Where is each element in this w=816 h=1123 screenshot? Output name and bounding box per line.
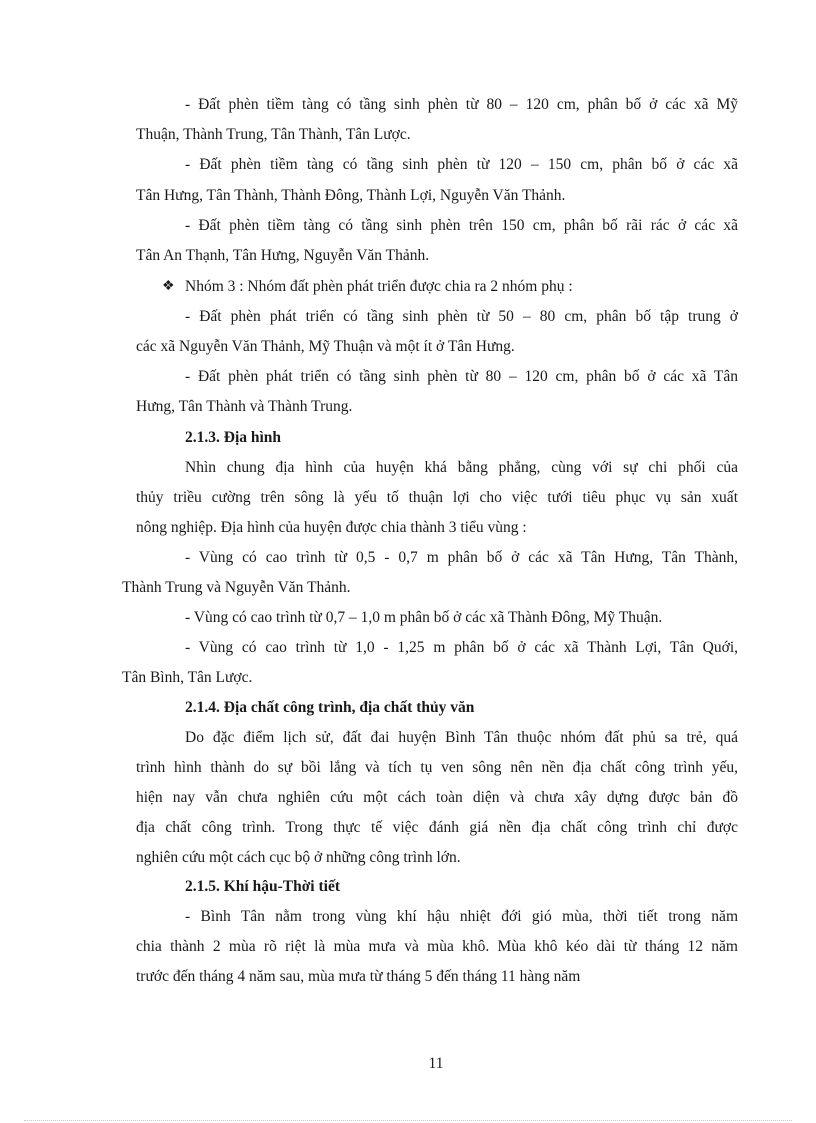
text-line: - Đất phèn phát triển có tầng sinh phèn từ 50 – 80 cm, phân bố tập trung ở bbox=[185, 308, 738, 325]
text-line: Tân Hưng, Tân Thành, Thành Đông, Thành Lợi, Nguyễn Văn Thảnh. bbox=[136, 187, 566, 204]
page-bottom-divider bbox=[24, 1120, 792, 1121]
text-line: Nhìn chung địa hình của huyện khá bằng phẳng, cùng với sự chi phối của bbox=[185, 459, 738, 476]
text-line: Hưng, Tân Thành và Thành Trung. bbox=[136, 398, 353, 415]
section-heading: 2.1.3. Địa hình bbox=[185, 429, 282, 446]
text-line: hiện nay vẫn chưa nghiên cứu một cách toàn diện và chưa xây dựng được bản đồ bbox=[136, 789, 738, 806]
text-line: các xã Nguyễn Văn Thảnh, Mỹ Thuận và một ít ở Tân Hưng. bbox=[136, 338, 515, 355]
text-line: - Vùng có cao trình từ 0,5 - 0,7 m phân bố ở các xã Tân Hưng, Tân Thành, bbox=[185, 549, 738, 566]
text-line: trình hình thành do sự bồi lắng và tích tụ ven sông nên nền địa chất công trình yếu, bbox=[136, 759, 738, 776]
text-line: - Đất phèn tiềm tàng có tầng sinh phèn từ 80 – 120 cm, phân bố ở các xã Mỹ bbox=[185, 96, 738, 113]
text-line: Tân Bình, Tân Lược. bbox=[122, 669, 253, 686]
text-line: chia thành 2 mùa rõ riệt là mùa mưa và mùa khô. Mùa khô kéo dài từ tháng 12 năm bbox=[136, 938, 738, 955]
text-line: địa chất công trình. Trong thực tế việc đánh giá nền địa chất công trình chỉ được bbox=[136, 819, 738, 836]
text-line: thủy triều cường trên sông là yếu tố thuận lợi cho việc tưới tiêu phục vụ sản xuất bbox=[136, 489, 738, 506]
text-line: - Đất phèn phát triển có tầng sinh phèn từ 80 – 120 cm, phân bố ở các xã Tân bbox=[185, 368, 738, 385]
section-heading: 2.1.5. Khí hậu-Thời tiết bbox=[185, 878, 340, 895]
section-heading: 2.1.4. Địa chất công trình, địa chất thủy văn bbox=[185, 699, 475, 716]
text-line: - Bình Tân nằm trong vùng khí hậu nhiệt đới gió mùa, thời tiết trong năm bbox=[185, 908, 738, 925]
text-line: - Vùng có cao trình từ 1,0 - 1,25 m phân bố ở các xã Thành Lợi, Tân Quới, bbox=[185, 639, 738, 656]
text-line: nghiên cứu một cách cục bộ ở những công trình lớn. bbox=[136, 849, 461, 866]
text-line: - Đất phèn tiềm tàng có tầng sinh phèn từ 120 – 150 cm, phân bố ở các xã bbox=[185, 156, 738, 173]
text-line: Thuận, Thành Trung, Tân Thành, Tân Lược. bbox=[136, 126, 411, 143]
text-line: Nhóm 3 : Nhóm đất phèn phát triển được chia ra 2 nhóm phụ : bbox=[185, 278, 573, 295]
text-line: - Vùng có cao trình từ 0,7 – 1,0 m phân bố ở các xã Thành Đông, Mỹ Thuận. bbox=[185, 609, 663, 626]
text-line: Do đặc điểm lịch sử, đất đai huyện Bình Tân thuộc nhóm đất phủ sa trẻ, quá bbox=[185, 729, 738, 746]
diamond-bullet-icon: ❖ bbox=[162, 279, 175, 294]
text-line: - Đất phèn tiềm tàng có tầng sinh phèn trên 150 cm, phân bố rãi rác ở các xã bbox=[185, 217, 738, 234]
text-line: trước đến tháng 4 năm sau, mùa mưa từ tháng 5 đến tháng 11 hàng năm bbox=[136, 968, 581, 985]
page-number: 11 bbox=[428, 1055, 444, 1072]
text-line: nông nghiệp. Địa hình của huyện được chia thành 3 tiểu vùng : bbox=[136, 519, 527, 536]
text-line: Tân An Thạnh, Tân Hưng, Nguyễn Văn Thảnh. bbox=[136, 247, 430, 264]
text-line: Thành Trung và Nguyễn Văn Thảnh. bbox=[122, 579, 351, 596]
